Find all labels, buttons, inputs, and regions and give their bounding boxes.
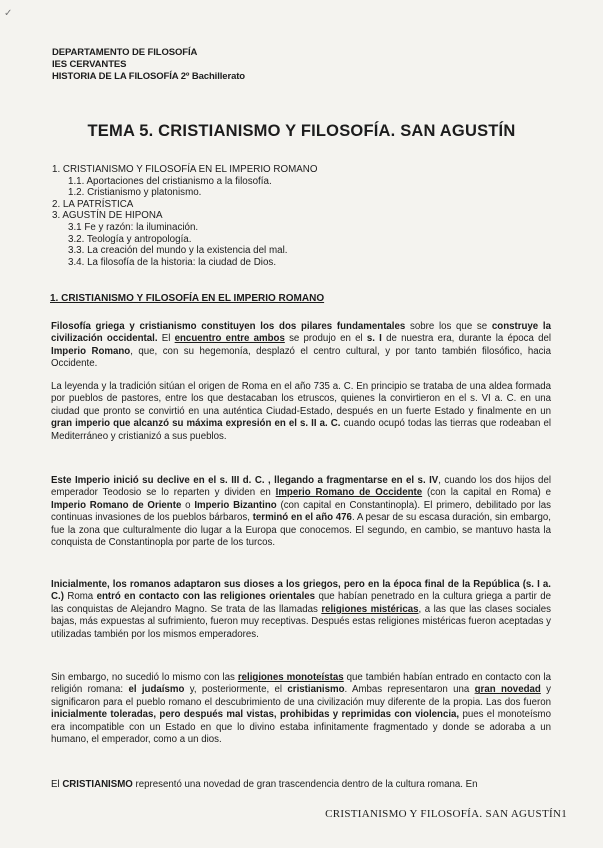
- table-of-contents: [52, 164, 317, 268]
- text: de nuestra era, durante la época del: [381, 333, 552, 345]
- bold-text: Imperio Romano: [51, 345, 131, 357]
- bold-text: cristianismo: [287, 684, 345, 696]
- section-heading: 1. CRISTIANISMO Y FILOSOFÍA EN EL IMPERIO ROMANO: [50, 293, 325, 304]
- bold-text: encuentro entre ambos: [174, 333, 285, 345]
- text: El: [157, 333, 175, 345]
- bold-text: Filosofía griega y cristianismo constituyen los dos pilares fundamentales: [51, 321, 406, 332]
- text: (con capital en Constantinopla). El primero, debilitado por las continuas invasiones de los pueblos bárbaros,: [51, 499, 551, 524]
- toc-item: 1.2. Cristianismo y platonismo.: [68, 187, 202, 199]
- bold-text: construye la civilización occidental.: [51, 321, 551, 345]
- text: y, posteriormente, el: [184, 684, 288, 696]
- bold-text: religiones mistéricas: [321, 603, 419, 615]
- text: o: [181, 499, 195, 511]
- bold-text: inicialmente toleradas, pero después mal vistas, prohibidas y reprimidas con violencia,: [51, 709, 460, 721]
- bold-text: gran imperio que alcanzó su máxima expresión en el s. II a. C.: [51, 418, 341, 430]
- bold-text: religiones monoteístas: [237, 672, 344, 683]
- text: se produjo en el: [284, 333, 367, 345]
- text: , cuando los dos hijos del emperador Teodosio se lo reparten y dividen en: [51, 475, 551, 499]
- bold-text: terminó en el año 476: [252, 512, 352, 524]
- bold-text: Imperio Bizantino: [194, 499, 277, 511]
- corner-mark: ✓: [4, 8, 13, 19]
- bold-text: CRISTIANISMO: [62, 779, 133, 790]
- toc-item: 3.1 Fe y razón: la iluminación.: [68, 221, 199, 233]
- text: (con la capital en Roma) e: [422, 487, 552, 499]
- bold-text: Este Imperio inició su declive en el s. III d. C. , llegando a fragmentarse en el s. IV: [51, 475, 439, 486]
- text: pues el monoteísmo era incompatible con un Estado en que lo divino estaba infinitamente fragmentado y donde se adoraba a un humano, el emperador, como a un dios.: [51, 709, 551, 746]
- toc-item: 3.2. Teología y antropología.: [68, 233, 192, 245]
- text: que habían penetrado en la cultura griega a partir de las conquistas de Alejandro Magno. Se trata de las llamadas: [51, 591, 551, 615]
- text: que también habían entrado en contacto con la religión romana:: [51, 672, 552, 696]
- text: y significaron para el pueblo romano el descubrimiento de una civilización muy diferente de la propia. Las dos fueron: [51, 684, 551, 708]
- paragraph-1: [51, 321, 551, 371]
- header-course: HISTORIA DE LA FILOSOFÍA 2º Bachillerato: [52, 71, 246, 82]
- header-school: IES CERVANTES: [52, 59, 127, 70]
- department-header: [52, 47, 245, 83]
- toc-item: 3.4. La filosofía de la historia: la ciudad de Dios.: [68, 256, 277, 268]
- paragraph-3: [51, 475, 551, 549]
- text: Sin embargo, no sucedió lo mismo con las: [51, 672, 238, 683]
- bold-text: gran novedad: [474, 684, 541, 696]
- toc-item: 2. LA PATRÍSTICA: [52, 198, 134, 210]
- text: El: [51, 779, 63, 790]
- paragraph-5: [51, 672, 551, 746]
- bold-text: entró en contacto con las religiones orientales: [96, 591, 316, 603]
- bold-text: Imperio Romano de Oriente: [51, 499, 182, 511]
- bold-text: Imperio Romano de Occidente: [275, 487, 423, 499]
- paragraph-2: [51, 381, 551, 443]
- bold-text: el judaísmo: [128, 684, 185, 696]
- text: representó una novedad de gran trascendencia dentro de la cultura romana. En: [132, 779, 478, 790]
- text: La leyenda y la tradición sitúan el origen de Roma en el año 735 a. C. En principio se trataba de una aldea formada por pueblos de pastores, entre los que destacaban los etruscos, quienes la convirtieron en el s. VI a. C. en una ciudad que pronto se convirtió en una auténtica Ciudad-Estado, después en un fuerte Estado y finalmente en un: [51, 381, 551, 417]
- page-footer: CRISTIANISMO Y FILOSOFÍA. SAN AGUSTÍN1: [325, 808, 567, 820]
- text: , que, con su hegemonía, desplazó el centro cultural, y por tanto también filosófico, hacia Occidente.: [51, 345, 551, 370]
- toc-item: 1. CRISTIANISMO Y FILOSOFÍA EN EL IMPERIO ROMANO: [52, 164, 318, 175]
- paragraph-4: [51, 579, 551, 641]
- page-title: TEMA 5. CRISTIANISMO Y FILOSOFÍA. SAN AGUSTÍN: [87, 122, 516, 140]
- text: . A pesar de su escasa duración, sin embargo, fue la zona que culturalmente dio lugar a la Europa que conocemos. El segundo, en cambio, se mantuvo hasta la conquista de Constantinopla por parte de los turcos.: [51, 512, 552, 549]
- text: sobre los que se: [405, 321, 492, 332]
- text: Roma: [63, 591, 97, 603]
- text: , a las que las clases sociales bajas, más expuestas al sufrimiento, fueron muy receptivas. Después estas religiones mistéricas fueron aceptadas y utilizadas también por los mismos emperadores.: [51, 603, 551, 640]
- toc-item: 1.1. Aportaciones del cristianismo a la filosofía.: [68, 175, 272, 187]
- paragraph-6: [51, 779, 551, 791]
- text: . Ambas representaron una: [344, 684, 475, 696]
- toc-item: 3. AGUSTÍN DE HIPONA: [52, 210, 163, 222]
- toc-item: 3.3. La creación del mundo y la existencia del mal.: [68, 245, 288, 257]
- bold-text: Inicialmente, los romanos adaptaron sus dioses a los griegos, pero en la época final de la República (s. I a. C.): [51, 579, 551, 603]
- text: cuando ocupó todas las tierras que rodeaban el Mediterráneo y cristianizó a sus pueblos.: [51, 418, 551, 442]
- bold-text: s. I: [366, 333, 382, 345]
- header-department: DEPARTAMENTO DE FILOSOFÍA: [52, 47, 198, 58]
